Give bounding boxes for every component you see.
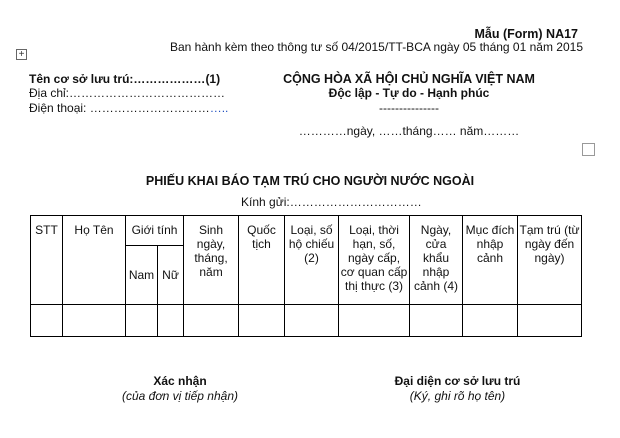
table-move-handle-icon[interactable]: + — [16, 49, 27, 60]
checkbox[interactable] — [582, 143, 595, 156]
left-signature-title: Xác nhận — [153, 374, 207, 388]
col-entry: Ngày, cửa khẩu nhập cảnh (4) — [410, 216, 463, 305]
table-cell[interactable] — [158, 305, 184, 337]
facility-name-label: Tên cơ sở lưu trú:……………… — [29, 72, 206, 86]
table-row — [31, 305, 582, 337]
col-gender: Giới tính — [126, 216, 184, 246]
col-visa: Loại, thời hạn, số, ngày cấp, cơ quan cấp thị thực (3) — [339, 216, 410, 305]
table-cell[interactable] — [63, 305, 126, 337]
table-cell[interactable] — [285, 305, 339, 337]
facility-phone-line — [29, 101, 228, 115]
facility-phone-tail: ….. — [209, 101, 229, 115]
table-header-row — [31, 216, 582, 246]
col-stay: Tạm trú (từ ngày đến ngày) — [518, 216, 582, 305]
col-male: Nam — [126, 246, 158, 305]
issued-with-line: Ban hành kèm theo thông tư số 04/2015/TT-BCA ngày 05 tháng 01 năm 2015 — [170, 40, 583, 54]
table-cell[interactable] — [126, 305, 158, 337]
col-female: Nữ — [158, 246, 184, 305]
col-purpose: Mục đích nhập cảnh — [463, 216, 518, 305]
facility-name-note: (1) — [205, 72, 221, 86]
facility-address-line: Địa chỉ:………………………………… — [29, 86, 226, 100]
country-name: CỘNG HÒA XÃ HỘI CHỦ NGHĨA VIỆT NAM — [283, 72, 535, 86]
table-cell[interactable] — [184, 305, 239, 337]
table-cell[interactable] — [410, 305, 463, 337]
col-nationality: Quốc tịch — [239, 216, 285, 305]
form-code: Mẫu (Form) NA17 — [474, 27, 578, 41]
national-motto: Độc lập - Tự do - Hạnh phúc — [328, 86, 490, 100]
left-signature-note: (của đơn vị tiếp nhận) — [122, 389, 238, 403]
col-passport: Loại, số hộ chiếu (2) — [285, 216, 339, 305]
motto-underline: --------------- — [379, 101, 439, 115]
table-cell[interactable] — [518, 305, 582, 337]
col-dob: Sinh ngày, tháng, năm — [184, 216, 239, 305]
facility-phone-label: Điện thoại: ………………………… — [29, 101, 210, 115]
table-cell[interactable] — [339, 305, 410, 337]
table-cell[interactable] — [463, 305, 518, 337]
date-line: …………ngày, ……tháng…… năm……… — [298, 124, 520, 138]
recipient-line: Kính gửi:…………………………… — [241, 195, 422, 209]
form-title: PHIẾU KHAI BÁO TẠM TRÚ CHO NGƯỜI NƯỚC NGOÀI — [145, 174, 475, 188]
registration-table — [30, 215, 582, 337]
col-name: Họ Tên — [63, 216, 126, 305]
table-cell[interactable] — [31, 305, 63, 337]
table-cell[interactable] — [239, 305, 285, 337]
right-signature-note: (Ký, ghi rõ họ tên) — [409, 389, 506, 403]
col-stt: STT — [31, 216, 63, 305]
facility-name-line — [29, 72, 220, 86]
right-signature-title: Đại diện cơ sở lưu trú — [394, 374, 521, 388]
